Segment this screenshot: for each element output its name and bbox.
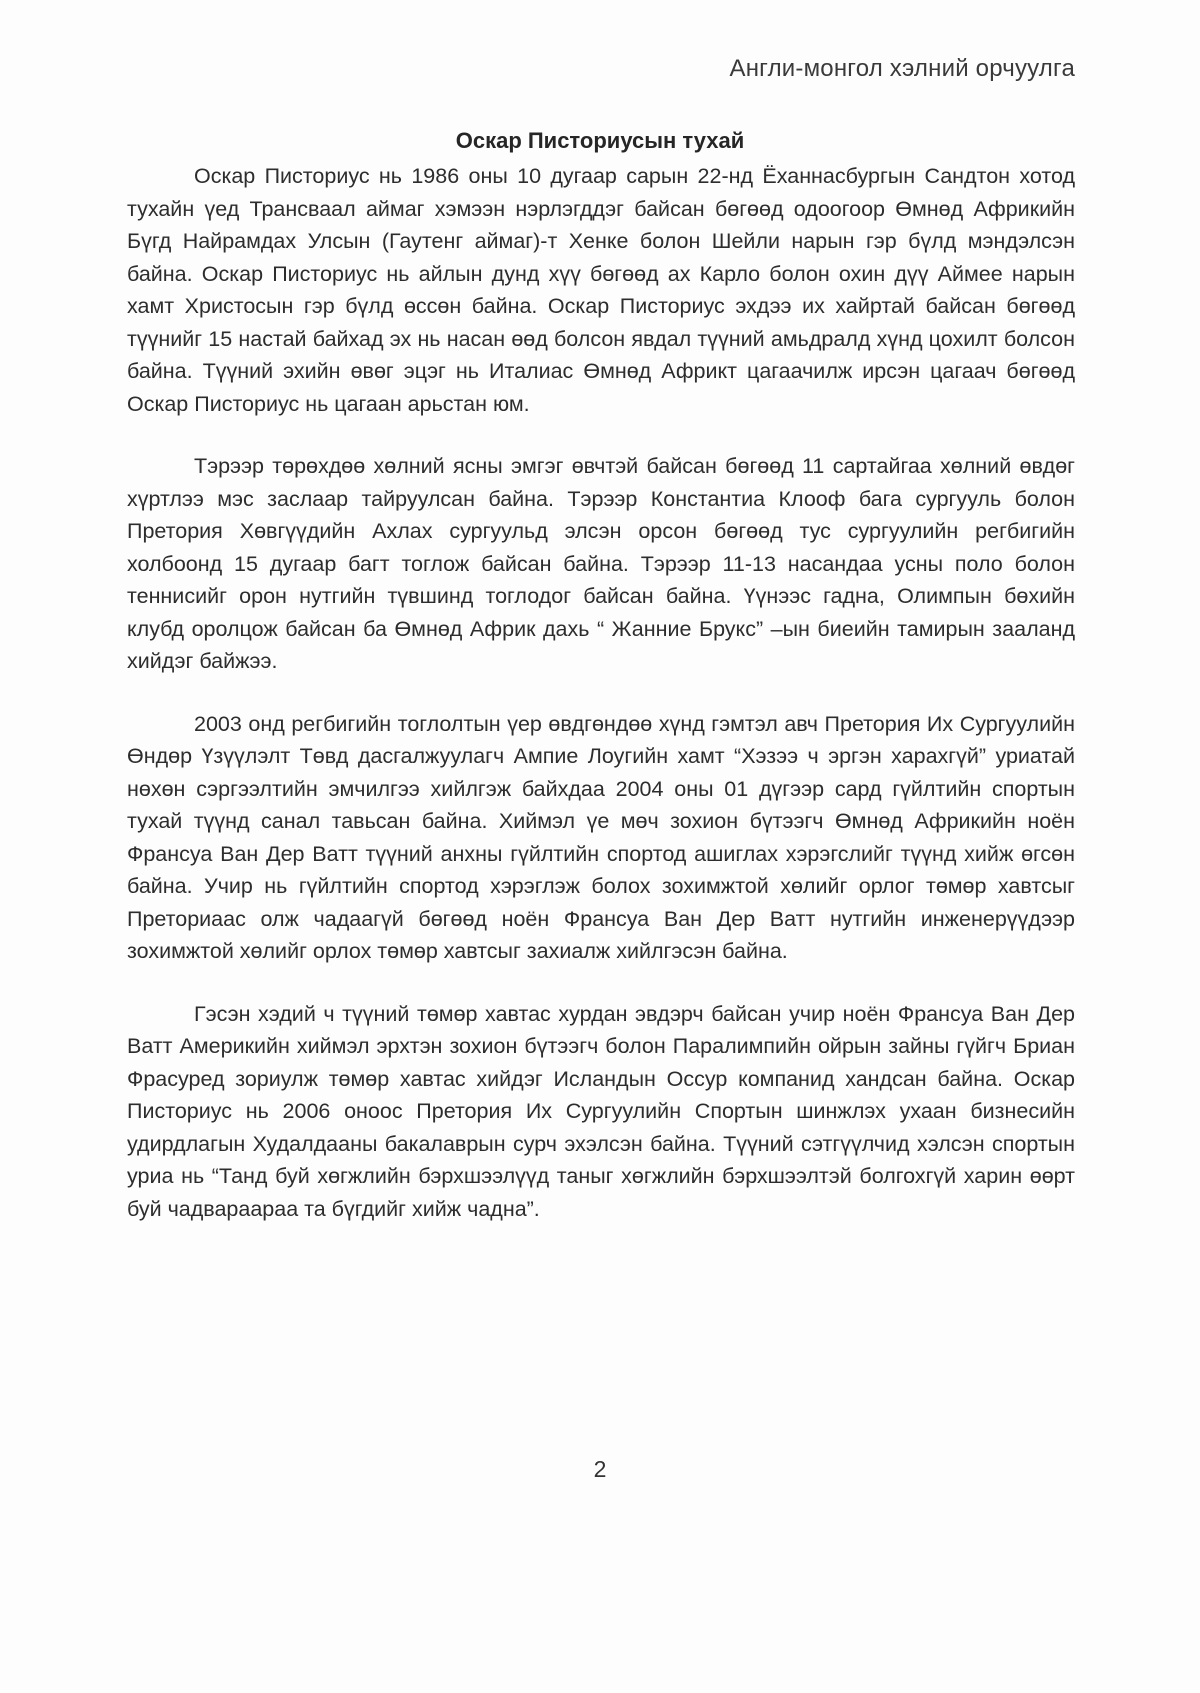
page-number: 2 bbox=[593, 1456, 607, 1482]
running-header: Англи-монгол хэлний орчуулга bbox=[729, 55, 1075, 82]
paragraph-3: 2003 онд регбигийн тоглолтын үер өвдгөндөө хүнд гэмтэл авч Претория Их Сургуулийн Өндөр Үзүүлэлт Төвд дасгалжуулагч Ампие Лоугийн хамт “Хэзээ ч эргэн харахгүй” уриатай нөхөн сэргээлтийн эмчилгээ хийлгэж байхдаа 2004 оны 01 дүгээр сард гүйлтийн спортын тухай түүнд санал тавьсан байна. Хиймэл үе мөч зохион бүтээгч Өмнөд Африкийн ноён Франсуа Ван Дер Ватт түүний анхны гүйлтийн спортод ашиглах хэрэгслийг түүнд хийж өгсөн байна. Учир нь гүйлтийн спортод хэрэглэж болох зохимжтой хөлийг орлог төмөр хавтсыг Преториаас олж чадаагүй бөгөөд ноён Франсуа Ван Дер Ватт нутгийн инженерүүдээр зохимжтой хөлийг орлох төмөр хавтсыг захиалж хийлгэсэн байна. bbox=[127, 711, 1075, 963]
paragraph-1: Оскар Писториус нь 1986 оны 10 дугаар сарын 22-нд Ёханнасбургын Сандтон хотод тухайн үед Трансваал аймаг хэмээн нэрлэгддэг байсан бөгөөд одоогоор Өмнөд Африкийн Бүгд Найрамдах Улсын (Гаутенг аймаг)-т Хенке болон Шейли нарын гэр бүлд мэндэлсэн байна. Оскар Писториус нь айлын дунд хүү бөгөөд ах Карло болон охин дүү Аймее нарын хамт Христосын гэр бүлд өссөн байна. Оскар Писториус эхдээ их хайртай байсан бөгөөд түүнийг 15 настай байхад эх нь насан өөд болсон явдал түүний амьдралд хүнд цохилт болсон байна. Түүний эхийн өвөг эцэг нь Италиас Өмнөд Африкт цагаачилж ирсэн цагаач бөгөөд Оскар Писториус нь цагаан арьстан юм. bbox=[127, 164, 1075, 416]
paragraph-2: Тэрээр төрөхдөө хөлний ясны эмгэг өвчтэй байсан бөгөөд 11 сартайгаа хөлний өвдөг хүртлээ мэс заслаар тайруулсан байна. Тэрээр Константиа Клооф бага сургууль болон Претория Хөвгүүдийн Ахлах сургуульд элсэн орсон бөгөөд тус сургуулийн регбигийн холбоонд 15 дугаар багт тоглож байсан байна. Тэрээр 11-13 насандаа усны поло болон теннисийг орон нутгийн түвшинд тоглодог байсан байна. Үүнээс гадна, Олимпын бөхийн клубд оролцож байсан ба Өмнөд Африк дахь “ Жанние Брукс” –ын биеийн тамирын зааланд хийдэг байжээ. bbox=[127, 454, 1075, 673]
document-body bbox=[127, 160, 1075, 1255]
document-title: Оскар Писториусын тухай bbox=[455, 128, 745, 153]
paragraph-4: Гэсэн хэдий ч түүний төмөр хавтас хурдан эвдэрч байсан учир ноён Франсуа Ван Дер Ватт Америкийн хиймэл эрхтэн зохион бүтээгч болон Паралимпийн ойрын зайны гүйгч Бриан Фрасуред зориулж төмөр хавтас хийдэг Исландын Оссур компанид хандсан байна. Оскар Писториус нь 2006 оноос Претория Их Сургуулийн Спортын шинжлэх ухаан бизнесийн удирдлагын Худалдааны бакалаврын сурч эхэлсэн байна. Түүний сэтгүүлчид хэлсэн спортын уриа нь “Танд буй хөгжлийн бэрхшээлүүд таныг хөгжлийн бэрхшээлтэй болгохгүй харин өөрт буй чадвараараа та бүгдийг хийж чадна”. bbox=[127, 1001, 1075, 1221]
